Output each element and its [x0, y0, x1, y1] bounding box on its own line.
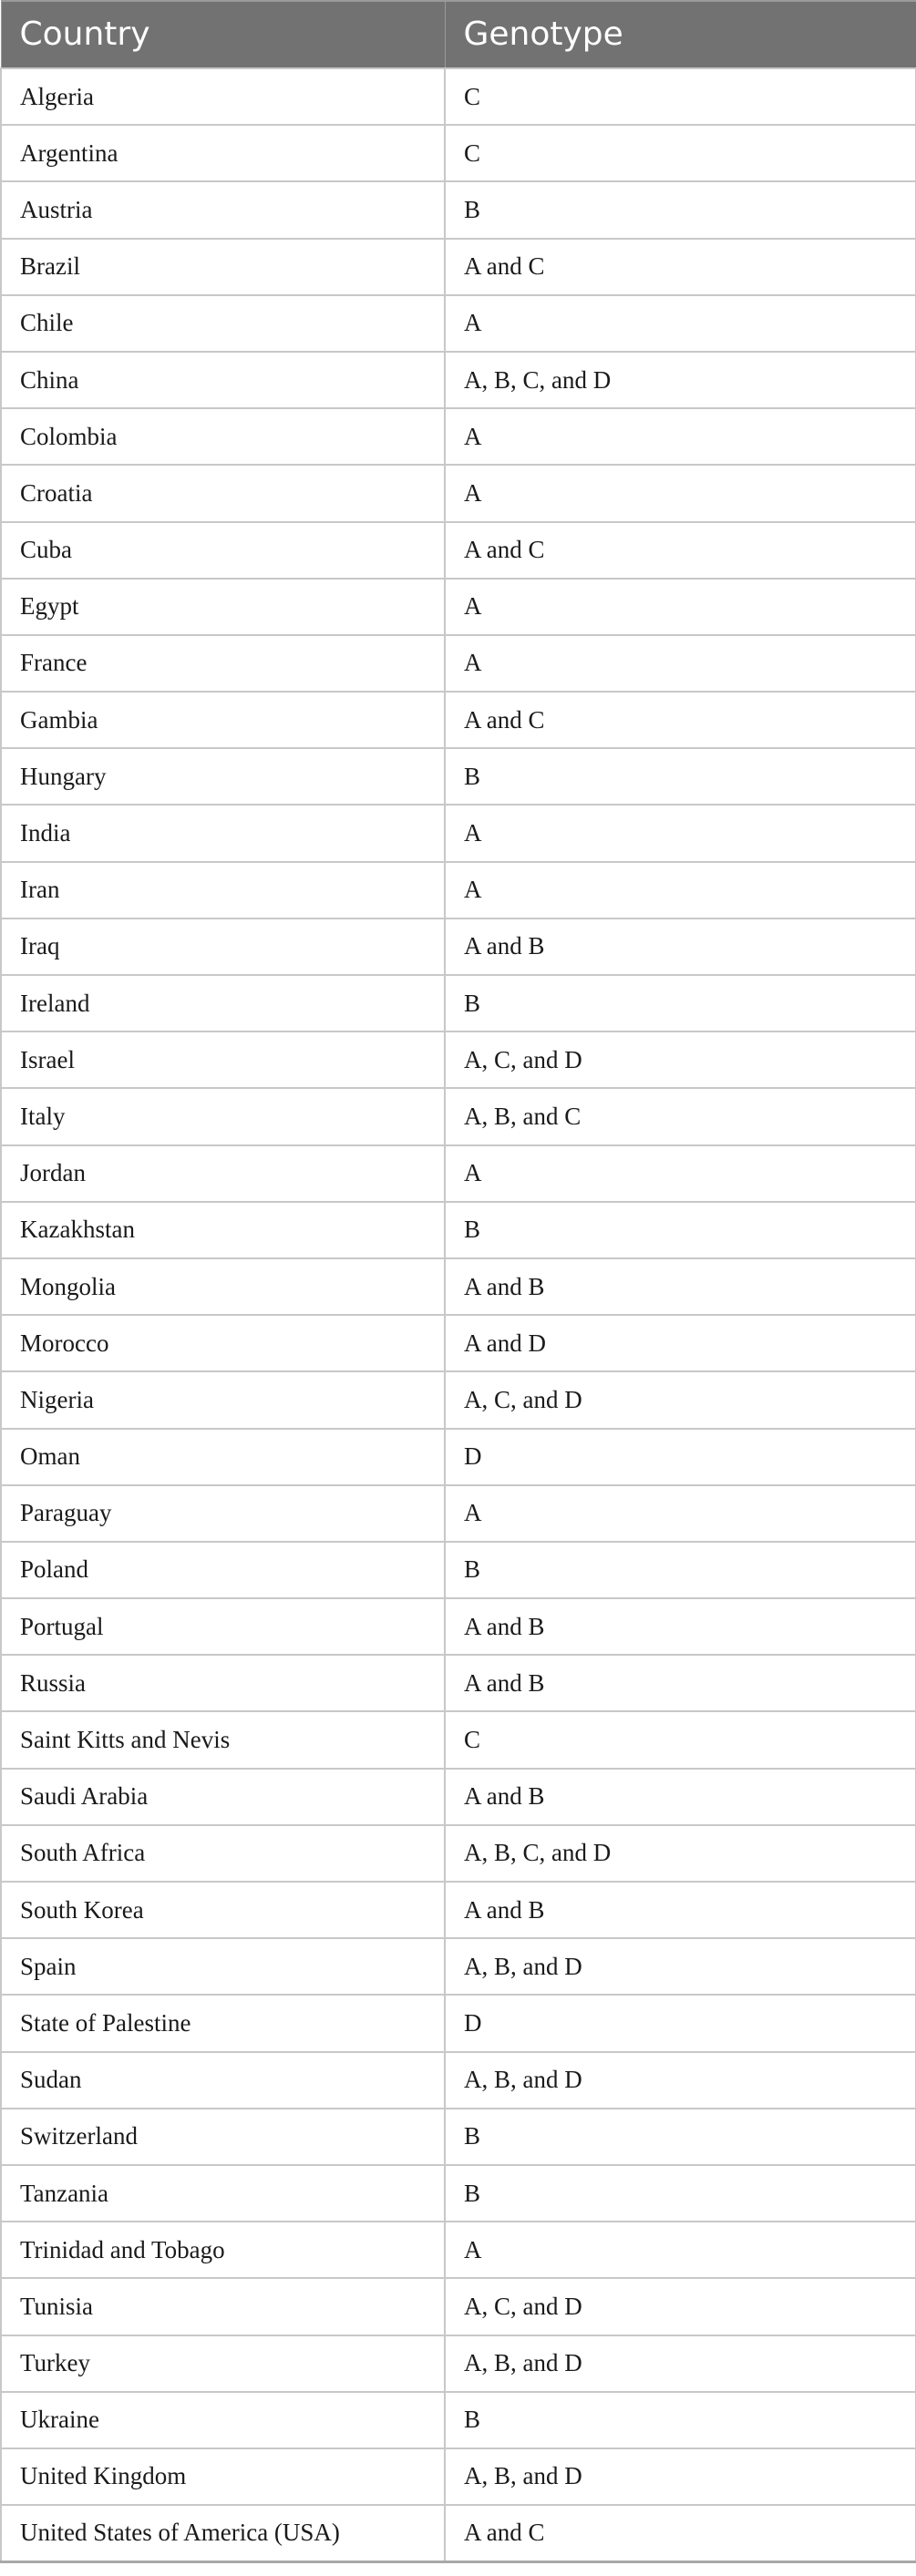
country-cell: Colombia: [1, 408, 445, 465]
genotype-cell: A: [445, 295, 916, 352]
genotype-cell: A and B: [445, 1655, 916, 1711]
table-row: [1, 2392, 916, 2448]
genotype-cell: B: [445, 975, 916, 1031]
genotype-cell: D: [445, 1429, 916, 1485]
country-cell: Argentina: [1, 125, 445, 181]
country-cell: Spain: [1, 1938, 445, 1995]
table-row: [1, 68, 916, 125]
genotype-cell: A: [445, 862, 916, 919]
genotype-cell: A and C: [445, 692, 916, 748]
table-row: [1, 2165, 916, 2222]
country-cell: Oman: [1, 1429, 445, 1485]
genotype-cell: B: [445, 2109, 916, 2165]
table-body: [1, 68, 916, 2561]
table-row: [1, 1542, 916, 1598]
country-cell: Russia: [1, 1655, 445, 1711]
genotype-cell: C: [445, 1711, 916, 1768]
country-cell: United Kingdom: [1, 2448, 445, 2505]
genotype-cell: B: [445, 2165, 916, 2222]
country-cell: Nigeria: [1, 1371, 445, 1428]
table-row: [1, 2109, 916, 2165]
country-cell: Paraguay: [1, 1485, 445, 1542]
genotype-cell: A, B, C, and D: [445, 352, 916, 408]
country-cell: Sudan: [1, 2052, 445, 2109]
genotype-cell: A: [445, 805, 916, 861]
table-row: [1, 805, 916, 861]
country-cell: China: [1, 352, 445, 408]
header-row: [1, 1, 916, 68]
country-cell: Poland: [1, 1542, 445, 1598]
country-cell: France: [1, 635, 445, 692]
genotype-cell: A and B: [445, 1258, 916, 1315]
table-row: [1, 125, 916, 181]
country-cell: Tunisia: [1, 2278, 445, 2335]
table-row: [1, 579, 916, 635]
genotype-cell: C: [445, 68, 916, 125]
table-row: [1, 2505, 916, 2561]
table-row: [1, 1485, 916, 1542]
table-row: [1, 635, 916, 692]
country-cell: Italy: [1, 1088, 445, 1144]
country-cell: Algeria: [1, 68, 445, 125]
table-row: [1, 1371, 916, 1428]
table-row: [1, 1145, 916, 1202]
genotype-cell: A, C, and D: [445, 2278, 916, 2335]
table-row: [1, 2448, 916, 2505]
country-cell: Chile: [1, 295, 445, 352]
genotype-cell: A: [445, 2222, 916, 2278]
country-cell: Turkey: [1, 2335, 445, 2392]
table-row: [1, 465, 916, 521]
table-row: [1, 181, 916, 238]
genotype-cell: A: [445, 635, 916, 692]
genotype-cell: A: [445, 1485, 916, 1542]
table-row: [1, 239, 916, 295]
genotype-cell: A and D: [445, 1315, 916, 1371]
genotype-cell: A and B: [445, 919, 916, 975]
table-row: [1, 1429, 916, 1485]
country-cell: Austria: [1, 181, 445, 238]
country-cell: South Korea: [1, 1882, 445, 1938]
country-cell: Tanzania: [1, 2165, 445, 2222]
table-row: [1, 2335, 916, 2392]
table-row: [1, 1598, 916, 1655]
genotype-cell: A, C, and D: [445, 1031, 916, 1088]
table-row: [1, 748, 916, 805]
country-cell: South Africa: [1, 1825, 445, 1882]
genotype-cell: A and B: [445, 1598, 916, 1655]
genotype-cell: A and B: [445, 1882, 916, 1938]
table-row: [1, 692, 916, 748]
table-row: [1, 2278, 916, 2335]
table-row: [1, 975, 916, 1031]
country-cell: Cuba: [1, 522, 445, 579]
genotype-cell: D: [445, 1995, 916, 2051]
table-row: [1, 1882, 916, 1938]
table-row: [1, 2052, 916, 2109]
country-cell: Saint Kitts and Nevis: [1, 1711, 445, 1768]
country-cell: Iran: [1, 862, 445, 919]
country-cell: United States of America (USA): [1, 2505, 445, 2561]
country-cell: Switzerland: [1, 2109, 445, 2165]
table-header: [1, 1, 916, 68]
country-cell: Mongolia: [1, 1258, 445, 1315]
genotype-cell: A, B, C, and D: [445, 1825, 916, 1882]
genotype-cell: A, B, and D: [445, 1938, 916, 1995]
genotype-cell: A and C: [445, 2505, 916, 2561]
genotype-cell: A, B, and D: [445, 2335, 916, 2392]
column-header-country: Country: [1, 1, 445, 68]
table-row: [1, 919, 916, 975]
table-row: [1, 1825, 916, 1882]
genotype-cell: B: [445, 1542, 916, 1598]
genotype-cell: A: [445, 579, 916, 635]
table-row: [1, 2222, 916, 2278]
country-cell: Portugal: [1, 1598, 445, 1655]
table-row: [1, 862, 916, 919]
country-cell: Israel: [1, 1031, 445, 1088]
country-cell: Brazil: [1, 239, 445, 295]
table-row: [1, 1711, 916, 1768]
genotype-cell: A: [445, 465, 916, 521]
table-row: [1, 1995, 916, 2051]
genotype-cell: B: [445, 748, 916, 805]
table-row: [1, 1031, 916, 1088]
country-cell: Ireland: [1, 975, 445, 1031]
country-cell: India: [1, 805, 445, 861]
genotype-cell: A, B, and D: [445, 2448, 916, 2505]
table-row: [1, 1655, 916, 1711]
genotype-cell: A and C: [445, 522, 916, 579]
country-cell: Jordan: [1, 1145, 445, 1202]
country-cell: Trinidad and Tobago: [1, 2222, 445, 2278]
table-row: [1, 1315, 916, 1371]
country-cell: Egypt: [1, 579, 445, 635]
column-header-genotype: Genotype: [445, 1, 916, 68]
country-cell: Gambia: [1, 692, 445, 748]
genotype-cell: A, B, and D: [445, 2052, 916, 2109]
country-cell: State of Palestine: [1, 1995, 445, 2051]
genotype-cell: A: [445, 408, 916, 465]
country-cell: Ukraine: [1, 2392, 445, 2448]
genotype-cell: B: [445, 181, 916, 238]
genotype-cell: A: [445, 1145, 916, 1202]
table-row: [1, 1088, 916, 1144]
genotype-cell: A and C: [445, 239, 916, 295]
country-cell: Saudi Arabia: [1, 1769, 445, 1825]
country-cell: Croatia: [1, 465, 445, 521]
country-cell: Iraq: [1, 919, 445, 975]
country-cell: Morocco: [1, 1315, 445, 1371]
table-row: [1, 408, 916, 465]
table-row: [1, 1938, 916, 1995]
table-row: [1, 1202, 916, 1258]
table-row: [1, 522, 916, 579]
genotype-cell: A, C, and D: [445, 1371, 916, 1428]
table-row: [1, 1769, 916, 1825]
genotype-cell: C: [445, 125, 916, 181]
table-row: [1, 295, 916, 352]
table-row: [1, 1258, 916, 1315]
genotype-cell: B: [445, 2392, 916, 2448]
country-cell: Hungary: [1, 748, 445, 805]
genotype-cell: B: [445, 1202, 916, 1258]
genotype-cell: A, B, and C: [445, 1088, 916, 1144]
genotype-cell: A and B: [445, 1769, 916, 1825]
table-row: [1, 352, 916, 408]
country-cell: Kazakhstan: [1, 1202, 445, 1258]
